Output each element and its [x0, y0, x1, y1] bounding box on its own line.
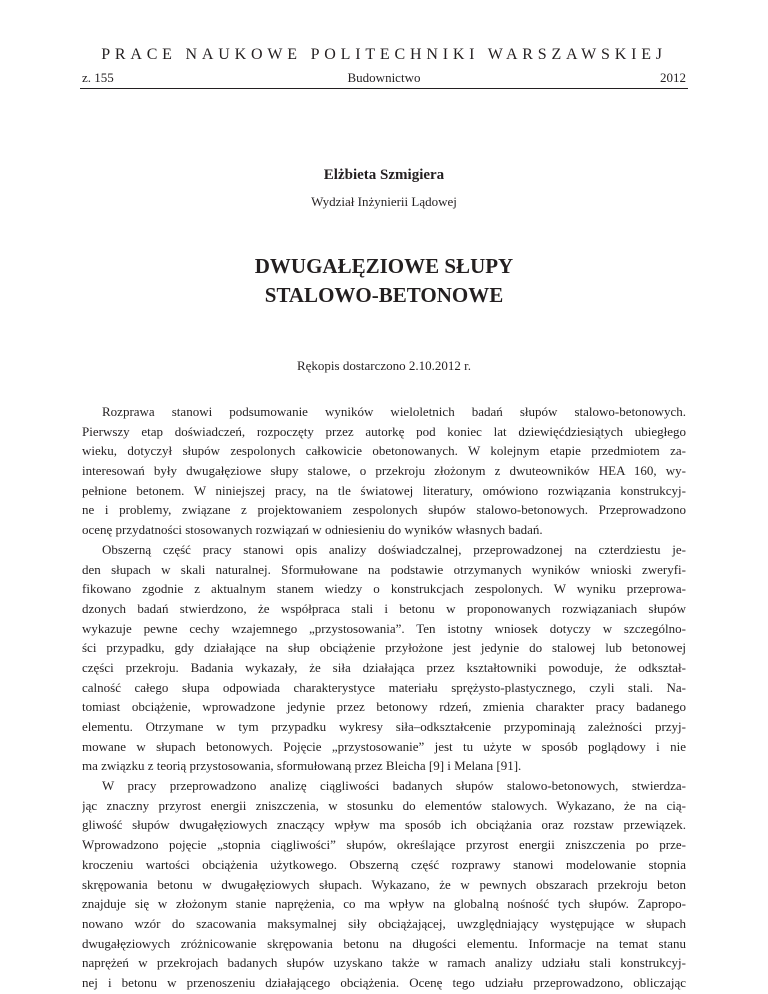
abstract-line: wykazuje pewne cechy wzajemnego „przystosowania”. Ten istotny wniosek dotyczy w szczególno- — [82, 620, 686, 636]
abstract-line: ma związku z teorią przystosowania, sformułowaną przez Bleicha [9] i Melana [91]. — [82, 758, 522, 774]
section-name: Budownictwo — [347, 70, 421, 85]
author-affiliation: Wydział Inżynierii Lądowej — [311, 194, 457, 209]
abstract-line: jąc znaczny przyrost energii zniszczenia, w stosunku do elementów stalowych. Wykazano, że na cią- — [82, 797, 686, 813]
received-date: Rękopis dostarczono 2.10.2012 r. — [296, 358, 472, 373]
abstract-line: gliwość słupów dwugałęziowych znaczący wpływ ma sposób ich obciążania oraz rozstaw przewiązek. — [82, 817, 686, 833]
article-title-line: DWUGAŁĘZIOWE SŁUPY — [254, 254, 514, 278]
abstract-line: Obszerną część pracy stanowi opis analizy doświadczalnej, przeprowadzonej na czterdziestu je- — [102, 541, 686, 557]
abstract-line: calność całego słupa odpowiada charakterystyce materiału sprężysto-plastycznego, czyli stali. Na- — [82, 679, 686, 695]
author-name: Elżbieta Szmigiera — [323, 167, 445, 183]
abstract-line: skrępowania betonu w dwugałęziowych słupach. Wykazano, że w pewnych obszarach przekroju beton — [82, 876, 686, 892]
abstract-line: części przekroju. Badania wykazały, że siła działająca przez kształtowniki powoduje, że odkształ- — [82, 659, 686, 675]
abstract-line: naprężeń w przekrojach badanych słupów uzyskano także w ramach analizy udziału stali konstrukcyj- — [82, 955, 686, 971]
abstract-line: interesowań były dwugałęziowe słupy stalowe, o przekroju złożonym z dwuteowników HEA 160, wy- — [82, 463, 686, 479]
abstract-line: ne i problemy, związane z projektowaniem zespolonych słupów stalowo-betonowych. Przeprowadzono — [82, 502, 686, 518]
abstract-line: Rozprawa stanowi podsumowanie wyników wieloletnich badań słupów stalowo-betonowych. — [102, 404, 686, 419]
header-divider — [80, 88, 688, 89]
abstract-line: pełnione betonem. W niniejszej pracy, na tle światowej literatury, omówiono rozwiązania konstrukcyj- — [82, 482, 686, 498]
abstract-line: wieku, dotyczył słupów zespolonych całkowicie obetonowanych. W kolejnym etapie przedmiotem za- — [82, 443, 686, 459]
abstract-line: dzonych badań stwierdzono, że współpraca stali i betonu w proponowanych rozwiązaniach słupów — [82, 600, 686, 616]
abstract-line: den słupach w skali naturalnej. Sformułowane na podstawie otrzymanych wyników wnioski zweryfi- — [82, 561, 686, 577]
abstract-line: ocenę przydatności stosowanych rozwiązań w odniesieniu do wyników własnych badań. — [82, 522, 543, 538]
publication-year: 2012 — [660, 70, 686, 85]
abstract-line: ści przypadku, gdy działające na słup obciążenie przyłożone jest jedynie do stalowej lub betonowej — [82, 640, 686, 656]
abstract-line: dwugałęziowych zróżnicowanie skrępowania betonu na długości elementu. Informacje na temat stanu — [82, 935, 686, 951]
abstract-line: Pierwszy etap doświadczeń, rozpoczęty przez autorkę pod koniec lat dziewięćdziesiątych ubiegłego — [82, 423, 686, 439]
article-title-line: STALOWO-BETONOWE — [264, 283, 504, 307]
abstract-line: tomiast obciążenie, wprowadzone jedynie przez betonowy rdzeń, zmienia charakter pracy badanego — [82, 699, 686, 715]
abstract-line: nowano wzór do szacowania maksymalnej siły obciążającej, uwzględniający występujące w słupach — [82, 915, 686, 931]
issue-number: z. 155 — [82, 70, 114, 85]
abstract-line: Wprowadzono pojęcie „stopnia ciągliwości” słupów, określające przyrost energii zniszczenia po prze- — [82, 837, 686, 853]
abstract-line: nej i betonu w przenoszeniu działającego obciążenia. Ocenę tego udziału przeprowadzono, obliczając — [82, 974, 686, 990]
article-title — [0, 252, 768, 310]
abstract-line: W pracy przeprowadzono analizę ciągliwości badanych słupów stalowo-betonowych, stwierdza- — [102, 778, 686, 794]
journal-title: PRACE NAUKOWE POLITECHNIKI WARSZAWSKIEJ — [101, 46, 667, 63]
abstract-line: znajduje się w złożonym stanie naprężenia, co ma wpływ na globalną nośność tych słupów. Zapropo- — [82, 896, 686, 912]
abstract-line: mowane w słupach betonowych. Pojęcie „przystosowanie” jest tu użyte w sposób poglądowy i nie — [82, 738, 686, 754]
abstract-line: fikowano zgodnie z aktualnym stanem wiedzy o konstrukcjach zespolonych. W wyniku przeprowa- — [82, 581, 686, 597]
abstract-line: kroczeniu wartości obciążenia użytkowego. Obszerną część rozprawy stanowi modelowanie stopnia — [82, 856, 686, 872]
abstract-line: elementu. Otrzymane w tym przypadku wykresy siła–odkształcenie przypominają zależności przyj- — [82, 719, 686, 734]
abstract-text — [82, 402, 686, 993]
